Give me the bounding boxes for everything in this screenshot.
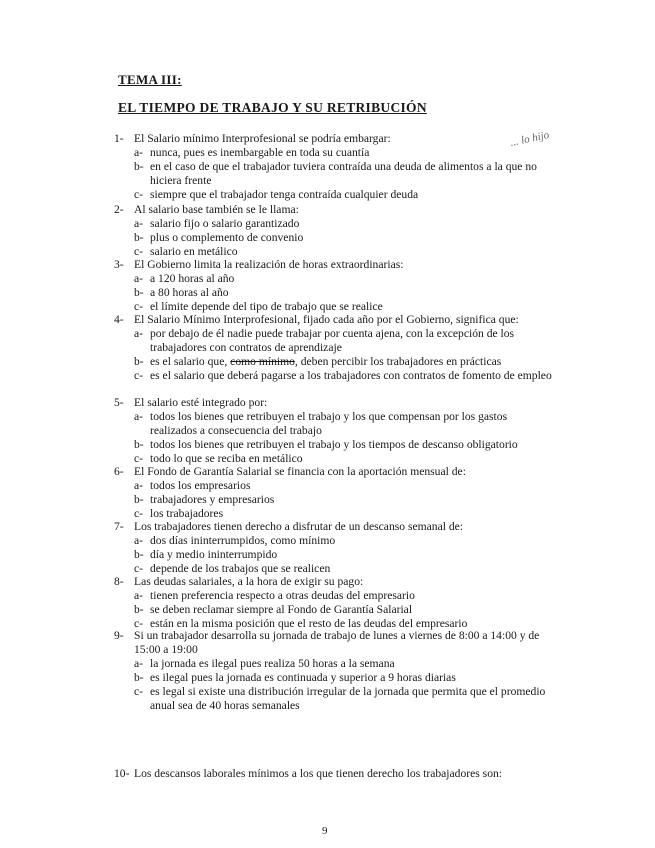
option-b: b- día y medio ininterrumpido — [134, 548, 278, 561]
option-b: b- plus o complemento de convenio — [134, 231, 304, 244]
question-text: El Salario mínimo Interprofesional se podría embargar: — [134, 132, 391, 145]
option-b: b- todos los bienes que retribuyen el trabajo y los tiempos de descanso obligatorio — [134, 438, 518, 451]
option-c: c- todo lo que se reciba en metálico — [134, 452, 303, 465]
question-text: Los descansos laborales mínimos a los que tienen derecho los trabajadores son: — [134, 767, 503, 780]
question-8 — [114, 575, 554, 631]
question-text: Al salario base también se le llama: — [134, 203, 299, 216]
option-b: b- en el caso de que el trabajador tuviera contraída una deuda de alimentos a la que no hiciera frente — [134, 160, 537, 187]
option-a: a- salario fijo o salario garantizado — [134, 217, 300, 230]
question-6 — [114, 465, 554, 521]
option-a: a- a 120 horas al año — [134, 272, 235, 285]
option-a: a- nunca, pues es inembargable en toda su cuantía — [134, 146, 370, 159]
option-a: a- tienen preferencia respecto a otras deudas del empresario — [134, 589, 415, 602]
option-b: b- se deben reclamar siempre al Fondo de Garantía Salarial — [134, 603, 413, 616]
question-1 — [114, 132, 554, 202]
option-b: b- es ilegal pues la jornada es continuada y superior a 9 horas diarias — [134, 671, 456, 684]
question-number: 9- — [114, 629, 124, 642]
question-3 — [114, 258, 554, 314]
question-10 — [114, 767, 554, 781]
question-4 — [114, 313, 554, 383]
option-c: c- depende de los trabajos que se realicen — [134, 562, 331, 575]
page-number: 9 — [322, 825, 328, 837]
question-9 — [114, 629, 554, 713]
option-a: a- por debajo de él nadie puede trabajar por cuenta ajena, con la excepción de los trabajadores con contratos de aprendizaje — [134, 327, 515, 354]
question-text: Si un trabajador desarrolla su jornada de trabajo de lunes a viernes de 8:00 a 14:00 y de 15:00 a 19:00 — [134, 629, 540, 656]
question-number: 8- — [114, 575, 124, 588]
option-c: c- es el salario que deberá pagarse a los trabajadores con contratos de fomento de empleo — [134, 369, 552, 382]
question-number: 4- — [114, 313, 124, 326]
option-c: c- es legal si existe una distribución irregular de la jornada que permita que el promedio anual sea de 40 horas semanales — [134, 685, 546, 712]
option-a: a- dos días ininterrumpidos, como mínimo — [134, 534, 336, 547]
option-b: b- es el salario que, como mínimo, deben percibir los trabajadores en prácticas — [134, 355, 502, 368]
option-c: c- están en la misma posición que el resto de las deudas del empresario — [134, 617, 468, 630]
option-c: c- salario en metálico — [134, 245, 238, 258]
option-a: a- todos los bienes que retribuyen el trabajo y los que compensan por los gastos realizados a consecuencia del trabajo — [134, 410, 508, 437]
topic-heading: TEMA III: — [118, 72, 182, 87]
question-number: 6- — [114, 465, 124, 478]
question-2 — [114, 203, 554, 259]
option-c: c- los trabajadores — [134, 507, 224, 520]
question-number: 10- — [114, 767, 130, 780]
question-number: 5- — [114, 396, 124, 409]
question-text: El Salario Mínimo Interprofesional, fijado cada año por el Gobierno, significa que: — [134, 313, 519, 326]
option-b: b- a 80 horas al año — [134, 286, 229, 299]
struck-text: como mínimo — [230, 355, 295, 368]
question-text: Las deudas salariales, a la hora de exigir su pago: — [134, 575, 364, 588]
option-a: a- todos los empresarios — [134, 479, 251, 492]
question-number: 3- — [114, 258, 124, 271]
option-a: a- la jornada es ilegal pues realiza 50 horas a la semana — [134, 657, 395, 670]
question-number: 2- — [114, 203, 124, 216]
question-text: Los trabajadores tienen derecho a disfrutar de un descanso semanal de: — [134, 520, 464, 533]
question-text: El Gobierno limita la realización de horas extraordinarias: — [134, 258, 404, 271]
page-title: EL TIEMPO DE TRABAJO Y SU RETRIBUCIÓN — [118, 100, 427, 115]
question-text: El Fondo de Garantía Salarial se financia con la aportación mensual de: — [134, 465, 466, 478]
handwritten-note: ... lo hijo — [509, 129, 551, 149]
question-number: 7- — [114, 520, 124, 533]
option-b: b- trabajadores y empresarios — [134, 493, 275, 506]
question-text: El salario esté integrado por: — [134, 396, 268, 409]
question-number: 1- — [114, 132, 124, 145]
question-5 — [114, 396, 554, 466]
option-c: c- el límite depende del tipo de trabajo que se realice — [134, 300, 383, 313]
option-c: c- siempre que el trabajador tenga contraída cualquier deuda — [134, 188, 419, 201]
question-7 — [114, 520, 554, 576]
